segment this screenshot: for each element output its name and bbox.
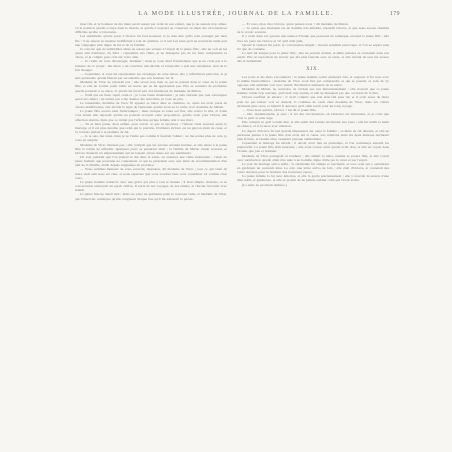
paragraph: La nuit fut longue pour la jeune fille ; elle ne pouvait dormir, et mille pensées se croisaient dans son esprit. Elle se reprochait de n'avoir pas été plus franche avec sa tante, et elle résolut de tout lui avouer dès le lendemain. [237, 51, 389, 64]
journal-title: LA MODE ILLUSTRÉE, JOURNAL DE LA FAMILLE. [138, 10, 334, 17]
paragraph: — Oui, mademoiselle, je pars ; il est des circonstances où l'absence est nécessaire, et je crois que c'est le parti le plus sage. [237, 111, 389, 121]
paragraph: Quand le visiteur fut parti, la conversation languit ; chacun semblait préoccupé, et l'on se sépara plus tôt que de coutume. [237, 42, 389, 51]
paragraph: mon fils, et le bonheur de ma mère serait assuré par celui de son enfant, que je ne saurais trop aimer, vu la position qu'elle occupe dans le monde, et qu'elle a toujours su conserver en dépit des circonstances difficiles qu'elle a traversées. [75, 22, 227, 35]
text-column-right [237, 22, 389, 438]
paragraph: — Voilà qui est bien, reprit celle-ci ; je vous laisse maintenant ; je suis certaine que tout s'arrangera selon nos désirs ; ne tardez pas à me donner des nouvelles, je vous en prie. [75, 92, 227, 101]
chapter-numeral: XIX. [306, 66, 320, 72]
paragraph: Les jours et les mois s'écoulèrent ; le jeune homme revint plusieurs fois, et toujours il fut reçu avec la même bienveillance ; madame de Virac avait fini par comprendre ce qui se passait, et, loin de s'y opposer, elle semblait voir avec plaisir l'inclination naissante de sa nièce. [237, 74, 389, 87]
paragraph: — Je le sais, ma tante, mais je ne l'aime pas comme il faudrait l'aimer ; ne me parlez plus de cela, je vous en supplie. [75, 134, 227, 143]
paragraph: Le lendemain, madame de Virac fit appeler sa nièce dans sa chambre, et, après lui avoir parlé de choses indifférentes, elle aborda le sujet de l'entretien qu'elle avait eu la veille avec madame de Méran. [75, 100, 227, 110]
paragraph: Elle comprit ce qu'il voulait dire, et elle sentit des larmes lui monter aux yeux ; elle lui tendit la main en silence, et il la serra avec émotion. [237, 120, 389, 129]
paragraph: Madame de Virac partageait ce bonheur ; elle aimait sa nièce comme sa propre fille, et elle voyait avec satisfaction qu'elle allait être unie à un homme digne d'elle par le cœur et par l'esprit. [237, 153, 389, 162]
paragraph: Cependant le mariage fut décidé ; il devait avoir lieu au printemps, et l'on commença aussitôt les préparatifs. La jeune fille était heureuse ; elle avait trouvé celui qu'elle avait rêvé, et elle ne voyait dans l'avenir que joie et bonheur. [237, 141, 389, 154]
paragraph: Madame de Virac n'insista pas ; elle comprit que les paroles seraient inutiles, et elle laissa à la jeune fille le temps de réfléchir. Quelques jours se passèrent ainsi ; la famille de Méran venait souvent, et Octave montrait un empressement qui ne laissait aucun doute sur ses sentiments. [75, 142, 227, 155]
paragraph: Madame de Virac ne répondit pas ; elle savait trop bien ce qui se passait dans le cœur de la jeune fille, et elle ne voulait point trahir un secret qui ne lui appartenait pas. Elle se contenta de promettre qu'elle parlerait à sa nièce, et qu'elle lui ferait part des intentions de madame de Méran. [75, 80, 227, 93]
paragraph: (La suite au prochain numéro.) [242, 182, 287, 187]
paragraph: Madame de Méran, au contraire, ne cachait pas son mécontentement ; elle trouvait que ce jeune homme venait trop souvent, qu'il était trop assidu, et elle ne manquait pas une occasion de le dire. [237, 87, 389, 96]
paragraph: La jeune fille écouta sans l'interrompre ; mais lorsque sa tante eut fini, elle releva la tête, et d'une voix ferme elle répondit qu'elle ne pouvait accepter cette proposition, qu'elle avait pour Octave une affection sincère, mais que ce n'était pas l'affection qu'une femme doit à son mari. [75, 109, 227, 122]
paragraph: Octave souffrait en silence ; il avait compris que tout était fini pour lui, et il avait assez de fierté pour ne pas laisser voir sa douleur. Il continua de venir chez madame de Virac, mais ses visites devinrent plus rares, et bientôt il annonça qu'il allait partir pour un long voyage. [237, 95, 389, 108]
text-columns [75, 22, 389, 438]
paragraph: La jeune femme la lut avec émotion, et elle la garda précieusement ; elle y trouvait la preuve d'une âme noble et généreuse, et elle se promit de ne jamais oublier celui qui l'avait écrite. [237, 174, 389, 183]
paragraph: Le départ d'Octave fit une grande impression sur toute la famille ; sa mère en fut désolée, et elle ne pardonna jamais à la jeune fille d'en avoir été la cause. Les relations entre les deux maisons devinrent plus froides, et bientôt elles cessèrent presque entièrement. [237, 128, 389, 141]
paragraph: — Et vous, mon cher Octave, qu'en pensez-vous ? dit madame de Méran. [242, 22, 349, 26]
paragraph: Un soir, pendant que l'on prenait le thé dans le salon, on annonça une visite inattendue ; c'était un jeune homme que personne ne connaissait, et qui se présentait avec une lettre de recommandation d'un ami de la famille, établi depuis longtemps en province. [75, 155, 227, 168]
paragraph: — Tu es bien jeune, mon enfant, pour savoir ce que tu éprouves ; l'amour vient souvent après le mariage, et il est plus durable que celui qui le précède. D'ailleurs Octave est un garçon plein de cœur, et tu n'aurais jamais à te plaindre de lui. [75, 121, 227, 135]
paragraph: — Vous nous quittez, Octave ? lui dit la jeune fille. [242, 107, 317, 112]
paragraph: Le jeune homme remercia avec une grâce qui plut à tout le monde ; il était simple, modeste, et sa conversation annonçait un esprit cultivé. Il parla de ses voyages, de ses études, et chacun l'écoutait avec intérêt. [75, 179, 227, 193]
text-column-left [75, 22, 227, 438]
paragraph: Je conçois que de semblables idées ne soient pas venues à l'esprit de la jeune fille ; elle ne voit en lui qu'un ami d'enfance, un frère ; cependant, ma chère, je ne désespère pas de lui faire comprendre la chose, et je compte pour cela sur votre aide. [75, 46, 227, 60]
paragraph: Le jour du mariage arriva enfin ; la cérémonie fut simple et touchante, et tous ceux qui y assistèrent en gardèrent un souvenir ému. Le soir, une lettre arriva de loin ; elle était d'Octave, et contenait des vœux sincères pour le bonheur des nouveaux époux. [237, 161, 389, 175]
paragraph: Il y avait dans ces paroles une nuance d'ironie que personne ne remarqua, excepté la jeune fille ; elle leva les yeux sur Octave et vit qu'il était pâle. [237, 34, 389, 43]
paragraph: — Je crains de vous décourager, madame ; mais je vous dirai franchement que je ne crois pas à la réussite de ce projet ; ma nièce a un caractère très-décidé, et lorsqu'elle a pris une résolution, rien ne la fait changer. [75, 59, 227, 72]
running-header [82, 10, 400, 17]
paragraph: — Je pense que monsieur est un homme très-aimable, répondit Octave, et que nous serons charmés de le revoir souvent. [237, 26, 389, 35]
paragraph: La jeune fille ne disait rien ; mais ses yeux ne quittaient point le nouveau venu, et madame de Virac, qui l'observait, remarqua qu'elle rougissait chaque fois qu'il lui adressait la parole. [75, 192, 227, 201]
paragraph: Les sentiments qu'elle porte à Octave lui font honneur, et je dois dire qu'ils sont partagés par mon fils ; il ne saurait se montrer indifférent à tant de qualités, et il sait fort bien qu'il ne trouverait nulle part une compagne plus digne de lui et de sa famille. [75, 34, 227, 47]
paragraph: — Cependant, si vous lui représentiez les avantages de cette union, elle y réfléchirait peut-être, et je suis persuadée qu'elle finirait par reconnaître que son bonheur est là. [75, 71, 227, 81]
paragraph: — Nous sommes heureux de vous recevoir, monsieur, dit madame de Virac ; tout ce qui vient de notre vieil ami nous est cher, et nous espérons que vous voudrez bien vous considérer ici comme chez vous. [75, 167, 227, 180]
page-number: 179 [389, 10, 400, 17]
